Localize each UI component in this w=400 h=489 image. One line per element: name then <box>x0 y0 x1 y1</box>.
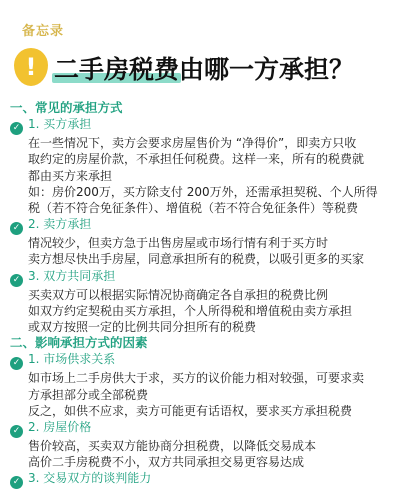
body-text: 卖方想尽快出手房屋，同意承担所有的税费，以吸引更多的买家 <box>28 252 365 267</box>
body-text: 方承担部分或全部税费 <box>28 387 149 402</box>
check-circle-icon: ✓ <box>10 425 23 438</box>
subsection-label: 3. 双方共同承担 <box>28 268 116 283</box>
body-text: 售价较高，买卖双方能协商分担税费，以降低交易成本 <box>28 439 317 454</box>
body-text: 税（若不符合免征条件）、增值税（若不符合免征条件）等税费 <box>28 201 359 216</box>
body-text: 买卖双方可以根据实际情况协商确定各自承担的税费比例 <box>28 287 329 302</box>
title-row <box>0 46 400 90</box>
body-text: 取约定的房屋价款，不承担任何税费。这样一来，所有的税费就 <box>28 152 365 167</box>
body-text: 都由买方来承担 <box>28 168 113 183</box>
page-title <box>54 50 354 86</box>
section-heading: 一、常见的承担方式 <box>10 100 123 115</box>
title-rest: 由哪一方承担？ <box>179 55 355 84</box>
body-text: 或双方按照一定的比例共同分担所有的税费 <box>28 320 257 335</box>
section-heading: 二、影响承担方式的因素 <box>10 335 148 351</box>
subsection-heading <box>10 116 394 135</box>
body-text: 如市场上二手房供大于求，买方的议价能力相对较强，可要求卖 <box>28 371 365 386</box>
body-text: 反之，如供不应求，卖方可能更有话语权，要求买方承担税费 <box>28 403 353 418</box>
exclamation-icon: ! <box>14 48 48 86</box>
check-circle-icon: ✓ <box>10 274 23 287</box>
check-circle-icon: ✓ <box>10 476 23 489</box>
subsection-heading <box>10 351 394 370</box>
subsection-label: 2. 房屋价格 <box>28 420 92 435</box>
subsection-label: 2. 卖方承担 <box>28 217 92 232</box>
title-highlight: 二手房税费 <box>54 55 180 84</box>
subsection-heading <box>10 216 394 235</box>
body-text: 高价二手房税费不小，双方共同承担交易更容易达成 <box>28 455 305 470</box>
check-circle-icon: ✓ <box>10 122 23 135</box>
subsection-heading <box>10 419 394 438</box>
body-text: 在一些情况下，卖方会要求房屋售价为 “净得价”，即卖方只收 <box>28 136 357 151</box>
subsection-label: 3. 交易双方的谈判能力 <box>28 471 152 486</box>
subsection-heading <box>10 268 394 287</box>
body-text: 如双方约定契税由买方承担，个人所得税和增值税由卖方承担 <box>28 303 353 318</box>
subsection-label: 1. 买方承担 <box>28 117 92 132</box>
check-circle-icon: ✓ <box>10 222 23 235</box>
subsection-label: 1. 市场供求关系 <box>28 352 116 367</box>
subsection-heading <box>10 470 394 489</box>
article-body <box>10 100 394 489</box>
body-text: 情况较少，但卖方急于出售房屋或市场行情有利于买方时 <box>28 236 329 251</box>
check-circle-icon: ✓ <box>10 357 23 370</box>
memo-label: 备忘录 <box>22 24 65 39</box>
body-text: 如：房价200万，买方除支付 200万外，还需承担契税、个人所得 <box>28 184 378 199</box>
